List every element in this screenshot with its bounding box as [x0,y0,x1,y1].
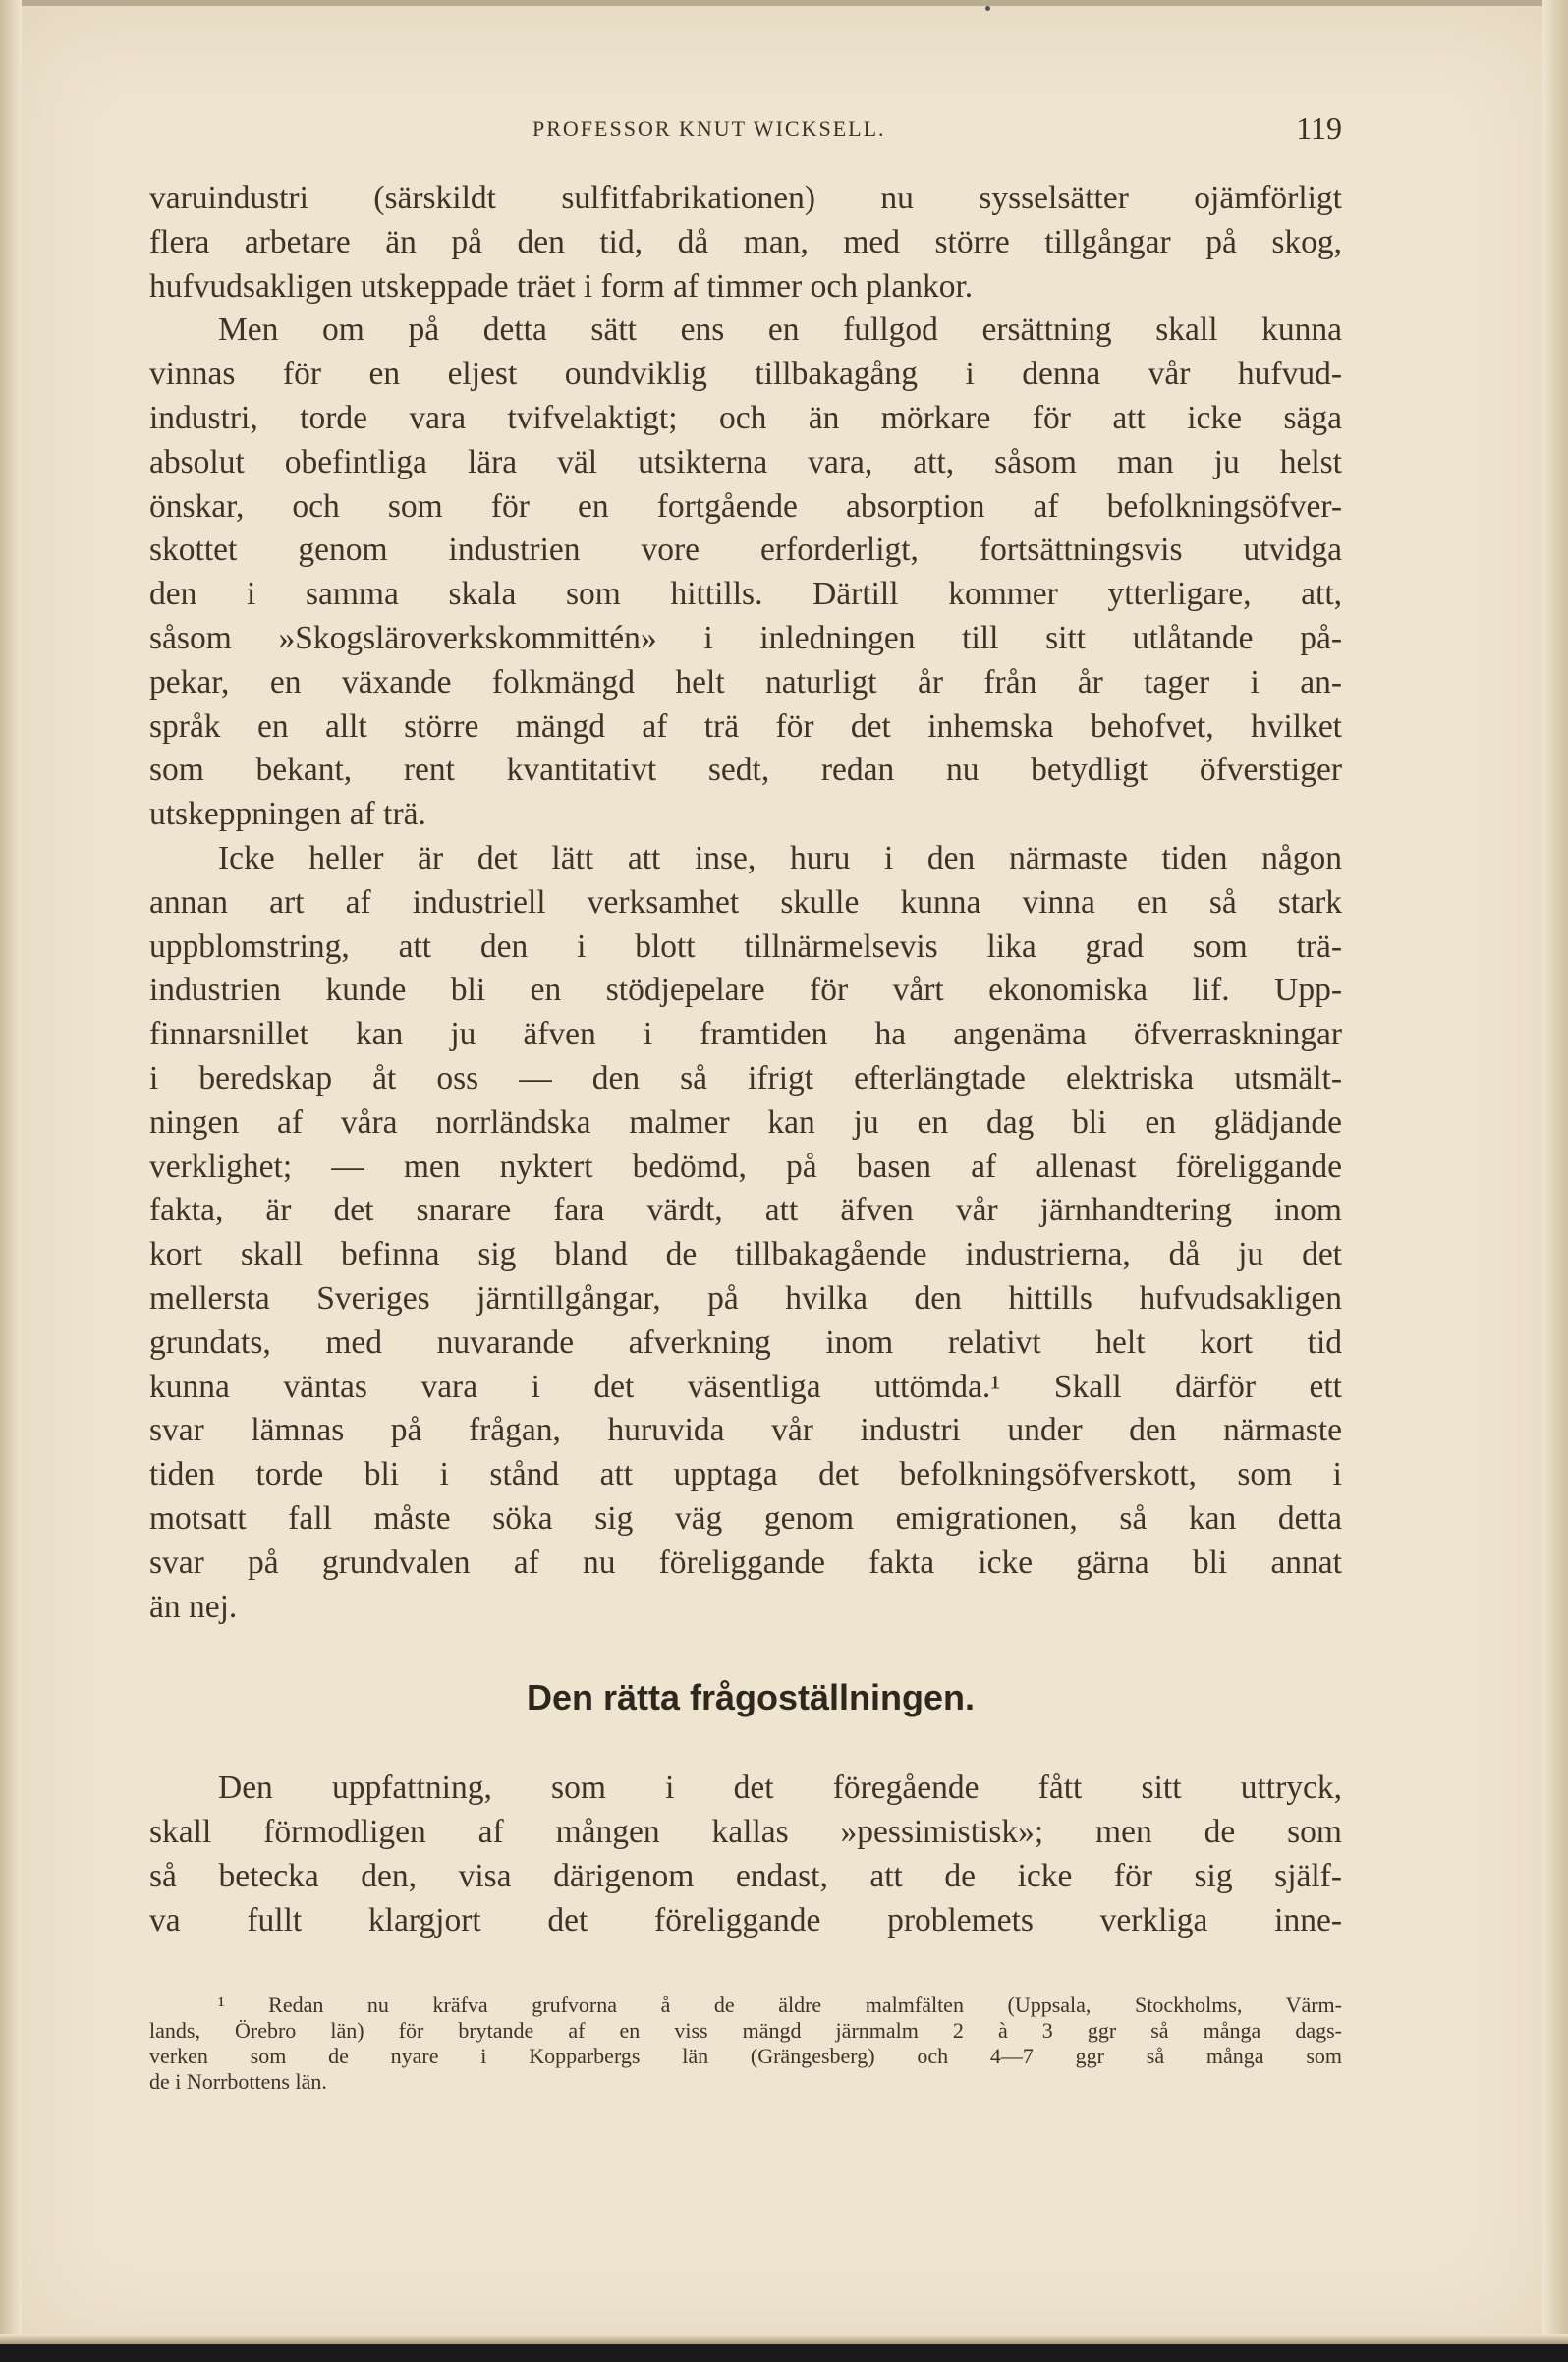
text-line: finnarsnillet kan ju äfven i framtiden ha angenäma öfverraskningar [149,1016,1342,1053]
text-line: verklighet; — men nyktert bedömd, på basen af allenast föreliggande [149,1148,1342,1185]
footnote-line: verken som de nyare i Kopparbergs län (Grängesberg) och 4—7 ggr så många som [149,2044,1342,2068]
text-line: utskeppningen af trä. [149,796,426,833]
text-line: Men om på detta sätt ens en fullgod ersättning skall kunna [218,311,1342,349]
page-bottom-edge [0,2344,1568,2362]
body-text [149,177,1342,1942]
text-line: grundats, med nuvarande afverkning inom relativt helt kort tid [149,1323,1342,1361]
text-line: såsom »Skogsläroverkskommittén» i inledningen till sitt utlåtande på- [149,619,1342,656]
text-line: uppblomstring, att den i blott tillnärmelsevis lika grad som trä- [149,928,1342,965]
text-line: industri, torde vara tvifvelaktigt; och än mörkare för att icke säga [149,399,1342,436]
text-line: annan art af industriell verksamhet skulle kunna vinna en så stark [149,883,1342,921]
text-line: önskar, och som för en fortgående absorption af befolkningsöfver- [149,487,1342,525]
text-line: kort skall befinna sig bland de tillbakagående industrierna, då ju det [149,1236,1342,1273]
text-line: hufvudsakligen utskeppade träet i form af timmer och plankor. [149,267,974,305]
text-line: den i samma skala som hittills. Därtill kommer ytterligare, att, [149,576,1342,613]
footnote [149,1993,1342,2095]
text-line: varuindustri (särskildt sulfitfabrikationen) nu sysselsätter ojämförligt [149,180,1342,216]
page-bottom-shadow [0,2334,1568,2344]
text-line: skottet genom industrien vore erforderligt, fortsättningsvis utvidga [149,532,1342,569]
footnote-line: de i Norrbottens län. [149,2069,327,2094]
text-line: som bekant, rent kvantitativt sedt, redan nu betydligt öfverstiger [149,752,1342,789]
text-line: mellersta Sveriges järntillgångar, på hvilka den hittills hufvudsakligen [149,1279,1342,1317]
text-line: kunna väntas vara i det väsentliga uttömda.¹ Skall därför ett [149,1368,1342,1405]
text-line: skall förmodligen af mången kallas »pessimistisk»; men de som [149,1814,1342,1851]
paragraph-1 [149,177,1342,309]
text-line: i beredskap åt oss — den så ifrigt efterlängtade elektriska utsmält- [149,1059,1342,1097]
text-line: svar på grundvalen af nu föreliggande fakta icke gärna bli annat [149,1544,1342,1581]
page-gutter-shadow [0,0,22,2362]
page-header [149,110,1342,149]
text-line: industrien kunde bli en stödjepelare för vårt ekonomiska lif. Upp- [149,972,1342,1009]
text-line: Den uppfattning, som i det föregående fått sitt uttryck, [218,1770,1342,1807]
text-line: tiden torde bli i stånd att upptaga det befolkningsöfverskott, som i [149,1456,1342,1493]
text-line: ningen af våra norrländska malmer kan ju en dag bli en glädjande [149,1103,1342,1141]
page-number: 119 [1296,110,1342,145]
text-line: svar lämnas på frågan, huruvida vår industri under den närmaste [149,1412,1342,1449]
running-title: PROFESSOR KNUT WICKSELL. [532,116,886,141]
text-line: Icke heller är det lätt att inse, huru i den närmaste tiden någon [218,839,1342,876]
text-line: språk en allt större mängd af trä för det inhemska behofvet, hvilket [149,707,1342,745]
section-heading: Den rätta frågoställningen. [526,1677,976,1718]
text-line: flera arbetare än på den tid, då man, med större tillgångar på skog, [149,223,1342,260]
ink-speck [985,6,990,11]
text-line: absolut obefintliga lära väl utsikterna vara, att, såsom man ju helst [149,443,1342,480]
paragraph-4 [149,1767,1342,1942]
paragraph-2 [149,309,1342,837]
text-line: än nej. [149,1588,238,1625]
paragraph-3 [149,837,1342,1629]
text-line: motsatt fall måste söka sig väg genom emigrationen, så kan detta [149,1499,1342,1537]
text-line: va fullt klargjort det föreliggande problemets verkliga inne- [149,1901,1342,1939]
page-top-border [0,0,1568,6]
footnote-line: lands, Örebro län) för brytande af en viss mängd järnmalm 2 à 3 ggr så många dags- [149,2018,1342,2043]
text-line: så betecka den, visa därigenom endast, att de icke för sig själf- [149,1857,1342,1894]
page-right-edge [1542,0,1568,2362]
text-line: fakta, är det snarare fara värdt, att äfven vår järnhandtering inom [149,1192,1342,1229]
text-line: pekar, en växande folkmängd helt naturligt år från år tager i an- [149,663,1342,701]
text-line: vinnas för en eljest oundviklig tillbakagång i denna vår hufvud- [149,356,1342,393]
footnote-line: ¹ Redan nu kräfva grufvorna å de äldre malmfälten (Uppsala, Stockholms, Värm- [218,1993,1342,2017]
